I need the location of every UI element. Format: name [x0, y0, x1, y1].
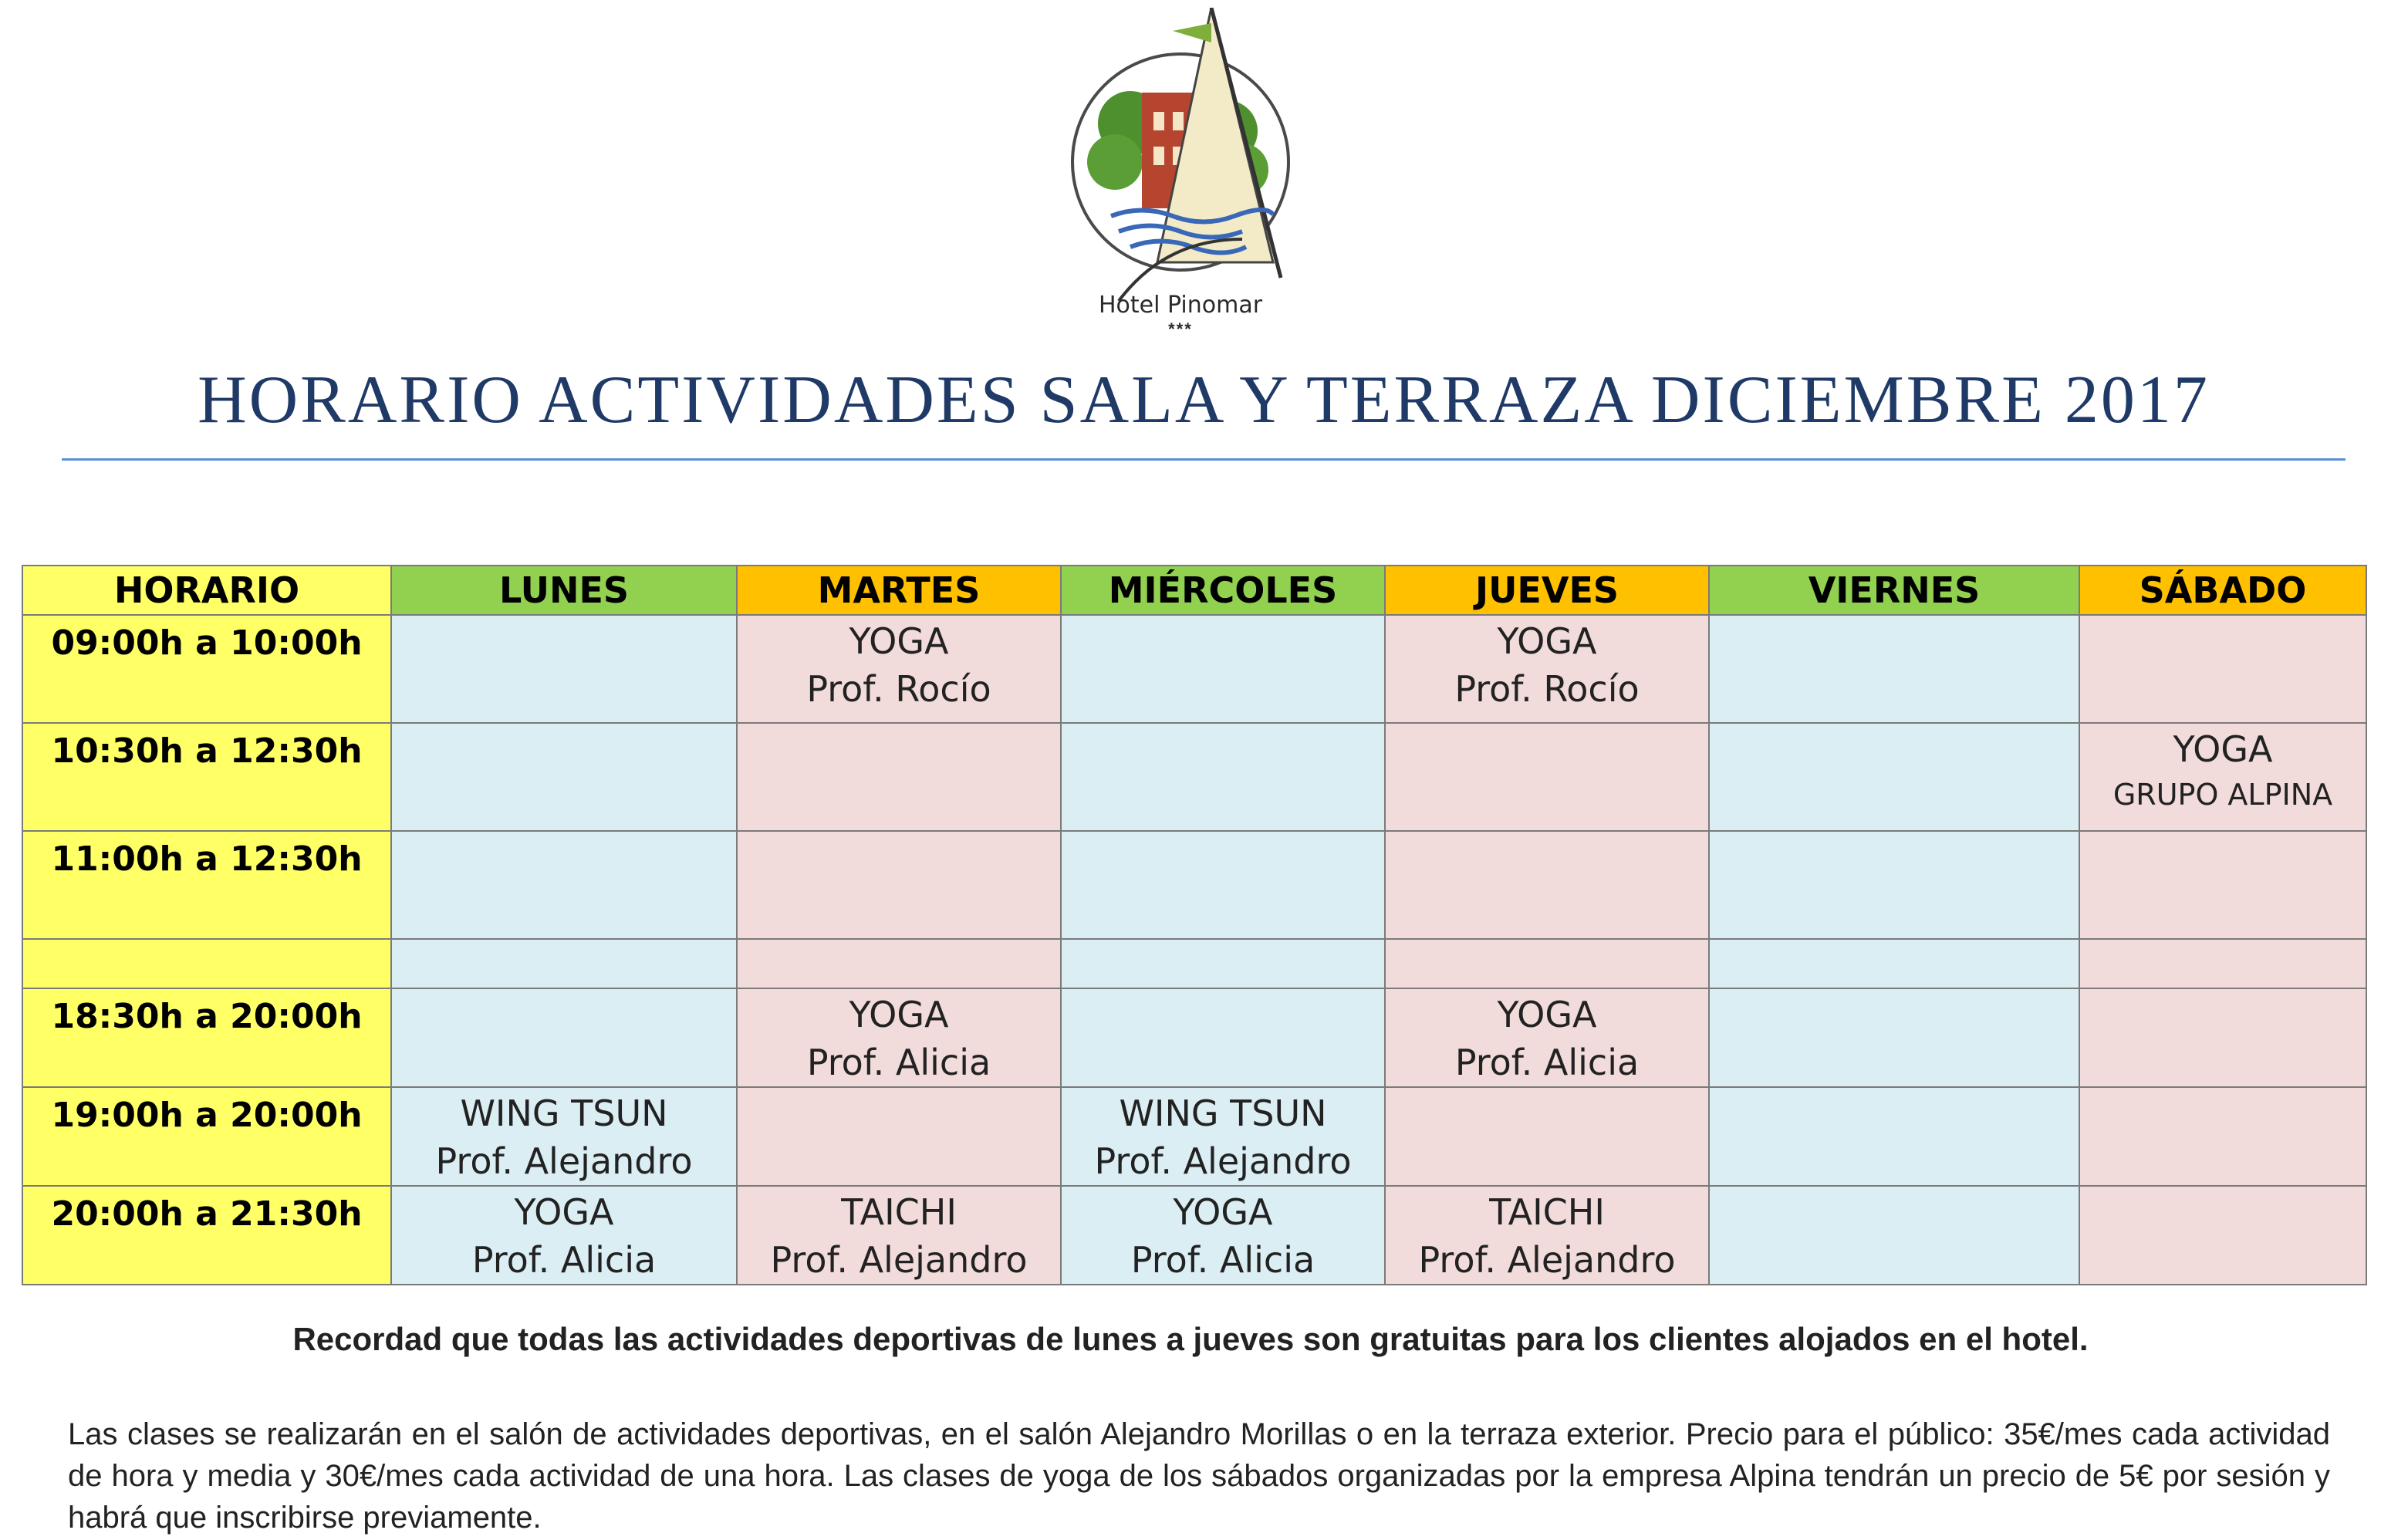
activity-cell — [1385, 988, 1709, 1087]
hotel-logo — [1057, 8, 1304, 339]
activity-cell — [737, 831, 1061, 939]
activity-cell — [391, 615, 737, 723]
activity-cell — [391, 939, 737, 988]
table-row — [22, 1186, 2366, 1285]
activity-cell — [1061, 1186, 1385, 1285]
activity-cell — [391, 723, 737, 831]
page-title: HORARIO ACTIVIDADES SALA Y TERRAZA DICIEMBRE 2017 — [198, 363, 2210, 437]
header-martes: MARTES — [737, 566, 1061, 615]
activity-name: YOGA — [1497, 994, 1597, 1035]
activity-cell — [1709, 615, 2079, 723]
time-cell: 18:30h a 20:00h — [22, 988, 391, 1087]
header-miercoles: MIÉRCOLES — [1061, 566, 1385, 615]
activity-cell — [1385, 831, 1709, 939]
activity-cell — [391, 831, 737, 939]
activity-name: YOGA — [2173, 728, 2273, 770]
activity-name: YOGA — [1173, 1191, 1273, 1233]
activity-cell — [1709, 1186, 2079, 1285]
table-row — [22, 831, 2366, 939]
activity-cell — [1385, 939, 1709, 988]
activity-cell — [1061, 939, 1385, 988]
header-row — [22, 566, 2366, 615]
activity-cell — [1061, 831, 1385, 939]
time-cell — [22, 939, 391, 988]
time-cell: 20:00h a 21:30h — [22, 1186, 391, 1285]
activity-instructor: Prof. Alejandro — [770, 1239, 1028, 1281]
activity-cell — [1709, 723, 2079, 831]
header-horario: HORARIO — [22, 566, 391, 615]
activity-cell — [391, 1186, 737, 1285]
activity-cell — [1385, 615, 1709, 723]
activity-cell — [1385, 723, 1709, 831]
activity-instructor: Prof. Alicia — [806, 1042, 991, 1083]
activity-instructor: Prof. Alicia — [471, 1239, 657, 1281]
activity-name: TAICHI — [1489, 1191, 1605, 1233]
activity-cell — [391, 988, 737, 1087]
activity-cell — [1385, 1087, 1709, 1186]
activity-cell — [1385, 1186, 1709, 1285]
activity-cell — [2079, 988, 2366, 1087]
activity-name: YOGA — [849, 620, 949, 662]
header-viernes: VIERNES — [1709, 566, 2079, 615]
time-cell: 10:30h a 12:30h — [22, 723, 391, 831]
header-lunes: LUNES — [391, 566, 737, 615]
activity-name: YOGA — [849, 994, 949, 1035]
activity-instructor: Prof. Alejandro — [1418, 1239, 1676, 1281]
activity-cell — [1061, 1087, 1385, 1186]
time-cell: 19:00h a 20:00h — [22, 1087, 391, 1186]
activity-name: YOGA — [1497, 620, 1597, 662]
activity-cell — [737, 1186, 1061, 1285]
activity-cell — [2079, 1087, 2366, 1186]
activity-cell — [737, 988, 1061, 1087]
activity-cell — [1061, 615, 1385, 723]
activity-name: YOGA — [514, 1191, 614, 1233]
activity-cell — [737, 939, 1061, 988]
activity-instructor: Prof. Alejandro — [435, 1140, 693, 1182]
activity-instructor: Prof. Rocío — [806, 668, 991, 710]
table-row — [22, 939, 2366, 988]
activity-cell — [1709, 988, 2079, 1087]
schedule-table — [22, 565, 2367, 1285]
time-cell: 09:00h a 10:00h — [22, 615, 391, 723]
activity-name: WING TSUN — [460, 1093, 668, 1134]
activity-cell — [2079, 723, 2366, 831]
table-row — [22, 723, 2366, 831]
activity-cell — [2079, 939, 2366, 988]
time-cell: 11:00h a 12:30h — [22, 831, 391, 939]
header-sabado: SÁBADO — [2079, 566, 2366, 615]
activity-cell — [1709, 1087, 2079, 1186]
activity-group: GRUPO ALPINA — [2113, 778, 2333, 812]
table-row — [22, 988, 2366, 1087]
hotel-pinomar-emblem — [1057, 8, 1304, 339]
activity-instructor: Prof. Rocío — [1454, 668, 1640, 710]
title-divider — [62, 458, 2346, 461]
activity-cell — [1709, 831, 2079, 939]
activity-instructor: Prof. Alicia — [1130, 1239, 1315, 1281]
activity-cell — [1061, 988, 1385, 1087]
activity-cell — [2079, 1186, 2366, 1285]
activity-cell — [391, 1087, 737, 1186]
activity-name: WING TSUN — [1119, 1093, 1327, 1134]
table-row — [22, 615, 2366, 723]
logo-stars: *** — [1168, 319, 1193, 339]
header-jueves: JUEVES — [1385, 566, 1709, 615]
activity-cell — [1709, 939, 2079, 988]
activity-cell — [2079, 831, 2366, 939]
activity-instructor: Prof. Alicia — [1454, 1042, 1640, 1083]
activity-cell — [1061, 723, 1385, 831]
free-activities-note: Recordad que todas las actividades deportivas de lunes a jueves son gratuitas para los clientes alojados en el hotel. — [292, 1321, 2089, 1357]
logo-name: Hotel Pinomar — [1098, 292, 1263, 319]
activity-instructor: Prof. Alejandro — [1094, 1140, 1352, 1182]
table-row — [22, 1087, 2366, 1186]
pricing-paragraph: Las clases se realizarán en el salón de actividades deportivas, en el salón Alejandro Morillas o en la terraza exterior. Precio para el público: 35€/mes cada actividad de hora y media y 30€/mes cada actividad de una hora. Las clases de yoga de los sábados organizadas por la empresa Alpina tendrán un precio de 5€ por sesión y habrá que inscribirse previamente. — [68, 1417, 2330, 1535]
activity-cell — [737, 723, 1061, 831]
activity-name: TAICHI — [841, 1191, 957, 1233]
activity-cell — [737, 1087, 1061, 1186]
activity-cell — [737, 615, 1061, 723]
activity-cell — [2079, 615, 2366, 723]
